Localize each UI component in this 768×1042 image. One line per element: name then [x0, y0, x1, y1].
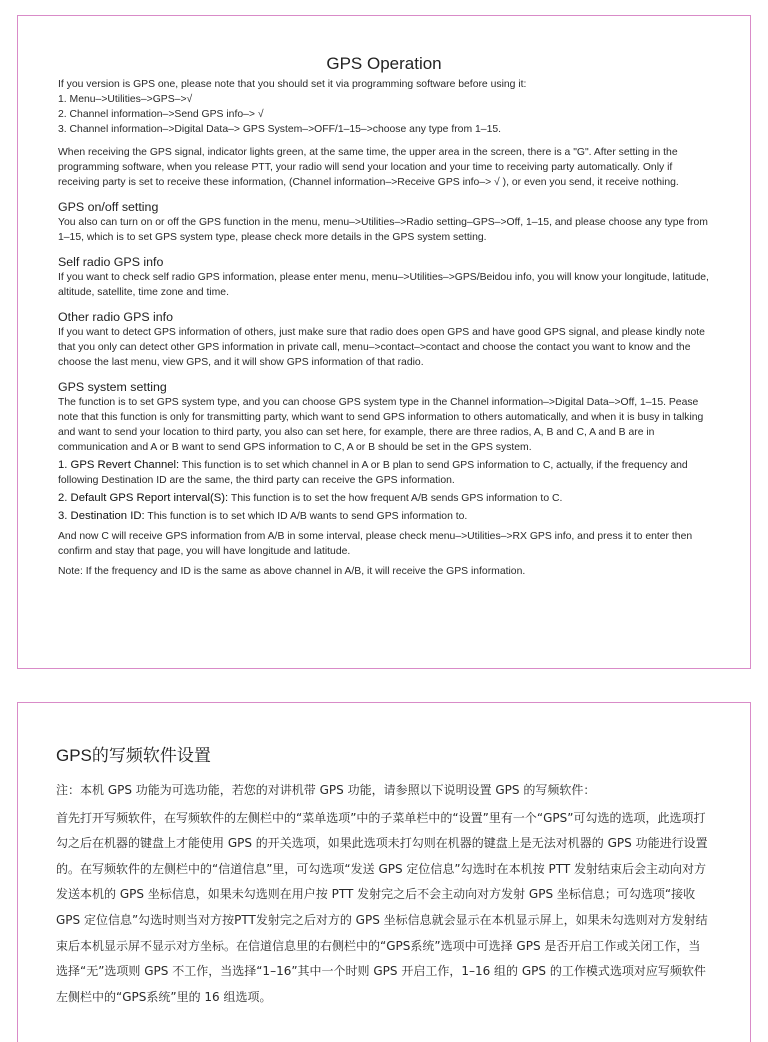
other-radio-heading: Other radio GPS info	[58, 310, 174, 324]
item-label: 2. Default GPS Report interval(S):	[58, 492, 229, 504]
intro-text: If you version is GPS one, please note that you should set it via programming software before using it:	[58, 79, 527, 90]
system-setting-text: The function is to set GPS system type, and you can choose GPS system type in the Channel information–>Digital Data–>Off, 1–15. Pease note that this function is only for transmitting party, which want to send GPS information to others automatically, and when it is busy in talking and want to send your location to third party, you also can set here, for example, there are three radios, A, B and C, A and B are in communication and A or B want to send GPS information to C, A or B should be set in the GPS system.	[58, 397, 704, 453]
item-text: This function is to set which ID A/B wants to send GPS information to.	[144, 511, 468, 522]
system-setting-heading: GPS system setting	[58, 380, 167, 394]
onoff-heading: GPS on/off setting	[58, 200, 159, 214]
item-label: 1. GPS Revert Channel:	[58, 459, 180, 471]
note-paragraph: Note: If the frequency and ID is the same as above channel in A/B, it will receive the GPS information.	[58, 566, 526, 577]
item-label: 3. Destination ID:	[58, 510, 145, 522]
chinese-page-panel	[17, 702, 751, 1042]
destination-id-item	[58, 509, 710, 524]
item-text: This function is to set which channel in A or B plan to send GPS information to C, actually, if the frequency and following Destination ID are the same, the third party can receive the GPS information.	[58, 460, 688, 486]
self-radio-text: If you want to check self radio GPS information, please enter menu, menu–>Utilities–>GPS/Beidou info, you will know your longitude, latitude, altitude, satellite, time zone and time.	[58, 272, 709, 298]
receiving-paragraph: When receiving the GPS signal, indicator lights green, at the same time, the upper area in the screen, there is a "G". After setting in the programming software, when you release PTT, your radio will send your location and your time to receiving party automatically. Only if receiving party is set to receive these information, (Channel information–>Receive GPS info–> √ ), or even you send, it receive nothing.	[58, 147, 679, 188]
other-radio-text: If you want to detect GPS information of others, just make sure that radio does open GPS and have good GPS signal, and please kindly note that you only can detect other GPS information in private call, menu–>contact–>contact and choose the contact you want to know and the choose the last menu, view GPS, and it will show GPS information of that radio.	[58, 327, 705, 368]
revert-channel-item	[58, 458, 710, 488]
cn-body-paragraph: 首先打开写频软件，在写频软件的左侧栏中的“菜单选项”中的子菜单栏中的“设置”里有一个“GPS”可勾选的选项，此选项打勾之后在机器的键盘上才能使用 GPS 的开关选项，如果此选项未打勾则在机器的键盘上是无法对机器的 GPS 功能进行设置的。在写频软件的左侧栏中的“信道信息”里，可勾选项“发送 GPS 定位信息”勾选时在本机按 PTT 发射结束后会主动向对方发送本机的 GPS 坐标信息，如果未勾选则在用户按 PTT 发射完之后不会主动向对方发射 GPS 坐标信息；可勾选项“接收 GPS 定位信息”勾选时则当对方按PTT发射完之后对方的 GPS 坐标信息就会显示在本机显示屏上，如果未勾选则对方发射结束后本机显示屏不显示对方坐标。在信道信息里的右侧栏中的“GPS系统”选项中可选择 GPS 是否开启工作或关闭工作，当选择“无”选项则 GPS 不工作，当选择“1–16”其中一个时则 GPS 开启工作，1–16 组的 GPS 的工作模式选项对应写频软件左侧栏中的“GPS系统”里的 16 组选项。	[56, 810, 708, 1004]
cn-section-title: GPS的写频软件设置	[56, 746, 211, 765]
english-page-panel	[17, 15, 751, 669]
closing-paragraph: And now C will receive GPS information from A/B in some interval, please check menu–>Utilities–>RX GPS info, and press it to enter then confirm and stay that page, you will have longitude and latitude.	[58, 531, 693, 557]
setup-step-3: 3. Channel information–>Digital Data–> GPS System–>OFF/1–15–>choose any type from 1–15.	[58, 124, 502, 135]
setup-step-2: 2. Channel information–>Send GPS info–> √	[58, 109, 264, 120]
item-text: This function is to set the how frequent A/B sends GPS information to C.	[228, 493, 563, 504]
onoff-text: You also can turn on or off the GPS function in the menu, menu–>Utilities–>Radio setting–GPS–>Off, 1–15, and please choose any type from 1–15, which is to set GPS system type, please check more details in the GPS system setting.	[58, 217, 708, 243]
setup-step-1: 1. Menu–>Utilities–>GPS–>√	[58, 94, 193, 105]
self-radio-heading: Self radio GPS info	[58, 255, 164, 269]
cn-note: 注：本机 GPS 功能为可选功能，若您的对讲机带 GPS 功能，请参照以下说明设置 GPS 的写频软件：	[56, 783, 596, 797]
page-title: GPS Operation	[326, 54, 442, 73]
report-interval-item	[58, 491, 710, 506]
